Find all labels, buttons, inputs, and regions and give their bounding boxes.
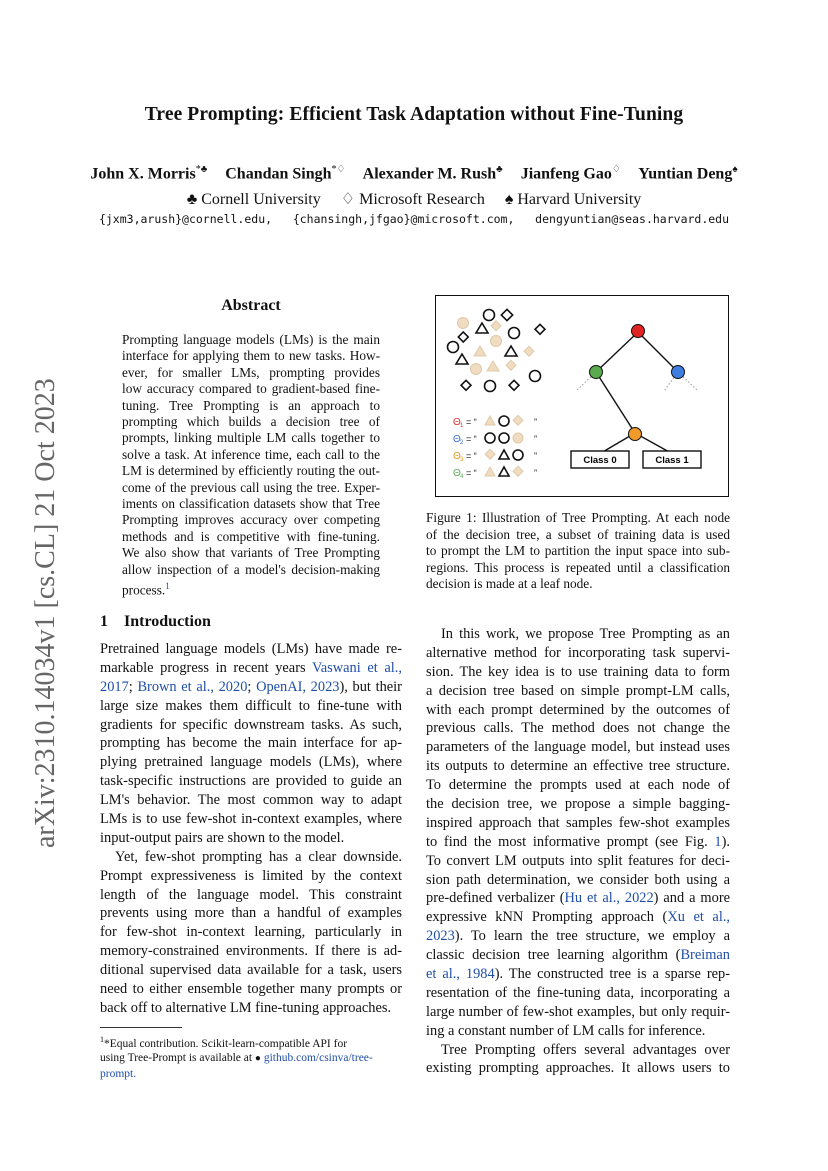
text-run: ), but their bbox=[339, 678, 402, 695]
abstract-heading: Abstract bbox=[221, 297, 281, 314]
text-line bbox=[426, 644, 730, 663]
arxiv-stamp: arXiv:2310.14034v1 [cs.CL] 21 Oct 2023 bbox=[30, 378, 61, 848]
github-icon: ● bbox=[254, 1053, 261, 1065]
citation-link[interactable]: 2023 bbox=[426, 928, 455, 945]
prompt-rows bbox=[453, 415, 537, 480]
text-line bbox=[100, 678, 402, 697]
text-run: a decision tree based on simple prompt-LM calls, bbox=[426, 682, 730, 699]
figure-caption bbox=[426, 510, 730, 593]
abstract-line: We also show that variants of Tree Prompting bbox=[122, 545, 380, 561]
footnote bbox=[100, 1033, 404, 1081]
diamond-icon bbox=[461, 380, 471, 390]
text-line bbox=[426, 795, 730, 814]
text-run: Pretrained language models (LMs) have made re- bbox=[100, 641, 402, 657]
prompt-close: ” bbox=[534, 434, 537, 444]
text-run: prevents using more than a handful of examples bbox=[100, 905, 402, 922]
citation-link[interactable]: 2017 bbox=[100, 678, 129, 695]
figure-1 bbox=[435, 295, 729, 497]
root-node bbox=[632, 325, 645, 338]
text-line bbox=[426, 833, 730, 852]
text-line bbox=[426, 625, 730, 644]
text-line bbox=[100, 867, 402, 886]
caption-line: Figure 1: Illustration of Tree Prompting. At each node bbox=[426, 510, 730, 525]
text-line bbox=[426, 871, 730, 890]
section-heading bbox=[100, 613, 211, 631]
section-number: 1 bbox=[100, 613, 108, 630]
text-line bbox=[426, 965, 730, 984]
text-line bbox=[426, 1059, 730, 1078]
triangle-icon bbox=[499, 467, 509, 476]
abstract-last-text: process. bbox=[122, 582, 166, 598]
prompt-subscript: 1 bbox=[460, 423, 464, 429]
text-run: large number of few-shot examples, but only requir- bbox=[426, 1003, 730, 1020]
diamond-icon bbox=[535, 324, 545, 334]
triangle-icon bbox=[505, 346, 517, 356]
text-run: ; bbox=[247, 678, 257, 695]
text-run: sion. The key idea is to use training data to form bbox=[426, 663, 730, 680]
triangle-icon bbox=[485, 416, 495, 425]
class-0-label: Class 0 bbox=[583, 455, 617, 466]
prompt-symbol: Θ bbox=[453, 417, 461, 428]
text-run: classic decision tree learning algorithm ( bbox=[426, 947, 681, 964]
text-line bbox=[100, 697, 402, 716]
circle-icon bbox=[484, 310, 495, 321]
text-run: expressive kNN Prompting approach ( bbox=[426, 909, 668, 926]
text-line bbox=[100, 772, 402, 791]
abstract-line: interface for applying them to new tasks. How- bbox=[122, 348, 380, 364]
circle-icon bbox=[499, 416, 509, 426]
caption-line: decision is made at a leaf node. bbox=[426, 576, 593, 592]
abstract-line: come of the previous call using the tree. Exper- bbox=[122, 479, 380, 495]
text-line bbox=[100, 810, 402, 829]
text-run: markable progress in recent years bbox=[100, 659, 312, 676]
text-run: memory-constrained environments. If there is ad- bbox=[100, 943, 402, 960]
author-mark: ♣ bbox=[496, 164, 503, 175]
text-run: ). The constructed tree is a sparse rep- bbox=[494, 966, 730, 983]
text-line bbox=[100, 659, 402, 678]
text-line bbox=[100, 716, 402, 735]
text-run: existing prompting approaches. It allows users to bbox=[426, 1060, 730, 1077]
text-line bbox=[426, 852, 730, 871]
affiliation-mark: ♣ bbox=[186, 191, 198, 208]
text-line bbox=[426, 814, 730, 833]
caption-line: regions. This process is repeated until a classification bbox=[426, 559, 730, 575]
text-line bbox=[100, 848, 402, 867]
circle-icon bbox=[485, 381, 496, 392]
text-run: ). To learn the tree structure, we employ a bbox=[454, 928, 730, 945]
circle-icon bbox=[485, 433, 495, 443]
email-list bbox=[0, 212, 828, 226]
citation-link[interactable]: 1 bbox=[714, 833, 722, 850]
triangle-icon bbox=[499, 450, 509, 459]
text-run: ; bbox=[128, 678, 138, 695]
text-run: to find the most informative prompt (see Fig. bbox=[426, 833, 715, 850]
prompt-symbol: Θ bbox=[453, 451, 461, 462]
prompt-close: ” bbox=[534, 451, 537, 461]
text-line bbox=[426, 776, 730, 795]
citation-link[interactable]: Vaswani et al., bbox=[311, 659, 403, 676]
circle-icon bbox=[509, 328, 520, 339]
diamond-icon bbox=[501, 309, 512, 320]
triangle-icon bbox=[487, 361, 499, 371]
text-line bbox=[426, 682, 730, 701]
tree-prompting-illustration bbox=[436, 296, 728, 496]
triangle-icon bbox=[474, 346, 486, 356]
affiliation-name: Microsoft Research bbox=[359, 191, 485, 208]
prompt-open: = “ bbox=[466, 451, 477, 461]
text-line bbox=[426, 719, 730, 738]
text-run: previous calls. The method does not change the bbox=[426, 720, 730, 737]
author-name: Chandan Singh bbox=[225, 165, 332, 183]
footnote-line: using Tree-Prompt is available at bbox=[100, 1052, 255, 1065]
author-mark: ♠ bbox=[732, 164, 738, 175]
diamond-icon bbox=[513, 466, 523, 476]
prompt-open: = “ bbox=[466, 468, 477, 478]
text-line bbox=[100, 640, 402, 659]
text-run: To determine the prompts used at each node of bbox=[426, 777, 730, 794]
abstract-line: prompting which builds a decision tree of bbox=[122, 414, 380, 430]
citation-link[interactable]: Brown et al., 2020 bbox=[137, 678, 248, 695]
diamond-icon bbox=[491, 321, 501, 331]
text-run: To convert LM outputs into split features for deci- bbox=[426, 852, 730, 869]
text-run: for few-shot in-context learning, particularly in bbox=[100, 924, 402, 941]
text-run: LM's behavior. The most common way to adapt bbox=[100, 792, 402, 809]
text-run: LMs is to use few-shot in-context examples, where bbox=[100, 811, 402, 828]
text-run: back off to alternative LM fine-tuning approaches. bbox=[100, 999, 392, 1016]
text-run: large size makes them difficult to fine-tune with bbox=[100, 697, 402, 714]
abstract-line: tuning. Tree Prompting is an approach to bbox=[122, 397, 380, 413]
training-data-shapes bbox=[448, 309, 545, 391]
text-run: prompting has become the main interface for ap- bbox=[100, 735, 402, 752]
diamond-icon bbox=[513, 415, 523, 425]
author-list bbox=[0, 164, 828, 183]
prompt-subscript: 3 bbox=[460, 457, 464, 463]
triangle-icon bbox=[476, 323, 488, 333]
abstract-line: Prompting improves accuracy over competing bbox=[122, 512, 380, 528]
diamond-icon bbox=[506, 360, 516, 370]
text-run: the decision tree, we propose a simple bagging- bbox=[426, 796, 730, 813]
text-run: ). bbox=[721, 833, 730, 850]
prompt-open: = “ bbox=[466, 417, 477, 427]
text-line bbox=[426, 738, 730, 757]
text-line bbox=[426, 984, 730, 1003]
diamond-icon bbox=[509, 380, 519, 390]
text-line bbox=[100, 791, 402, 810]
text-run: pre-defined verbalizer ( bbox=[426, 890, 565, 907]
text-line bbox=[426, 1003, 730, 1022]
text-line bbox=[100, 980, 402, 999]
author-name: Yuntian Deng bbox=[638, 165, 733, 183]
affiliation-mark: ♢ bbox=[340, 191, 356, 208]
author-name: Jianfeng Gao bbox=[520, 165, 612, 183]
text-line bbox=[426, 663, 730, 682]
text-run: In this work, we propose Tree Prompting as an bbox=[441, 626, 730, 642]
author-mark: ♢ bbox=[611, 164, 621, 175]
abstract-body bbox=[122, 332, 380, 599]
text-line bbox=[100, 961, 402, 980]
text-run: Yet, few-shot prompting has a clear downside. bbox=[115, 848, 402, 865]
circle-icon bbox=[499, 433, 509, 443]
circle-icon bbox=[530, 371, 541, 382]
right-column-text bbox=[426, 625, 730, 1078]
text-run: Tree Prompting offers several advantages over bbox=[441, 1041, 730, 1058]
prompt-close: ” bbox=[534, 417, 537, 427]
text-run: resentation of the fine-tuning data, incorporating a bbox=[426, 984, 730, 1001]
text-run: with each prompt determined by the outcomes of bbox=[426, 701, 730, 718]
citation-link[interactable]: Xu et al., bbox=[667, 909, 731, 926]
text-line bbox=[100, 886, 402, 905]
text-run: plying pretrained language models (LMs), where bbox=[100, 754, 402, 771]
footnote-rule bbox=[100, 1027, 182, 1028]
citation-link[interactable]: et al., 1984 bbox=[426, 966, 495, 983]
abstract-line: ever, for smaller LMs, prompting provides bbox=[122, 364, 380, 380]
abstract-line: solve a task. At inference time, each call to the bbox=[122, 446, 380, 462]
abstract-line: low accuracy compared to gradient-based fine- bbox=[122, 381, 380, 397]
circle-icon bbox=[513, 450, 523, 460]
text-line bbox=[426, 1022, 730, 1041]
abstract-line: prompts, linking multiple LM calls together to bbox=[122, 430, 380, 446]
author-name: John X. Morris bbox=[90, 165, 196, 183]
text-line bbox=[426, 757, 730, 776]
decision-tree bbox=[571, 325, 701, 469]
text-run: task-specific instructions are provided to guide an bbox=[100, 773, 402, 790]
circle-icon bbox=[471, 364, 482, 375]
circle-icon bbox=[513, 433, 523, 443]
citation-link[interactable]: Hu et al., 2022 bbox=[564, 890, 654, 907]
text-run: need to either ensemble together many prompts or bbox=[100, 981, 402, 998]
diamond-icon bbox=[524, 346, 534, 356]
inner-node bbox=[629, 428, 642, 441]
text-run: ) and a more bbox=[653, 890, 731, 907]
prompt-subscript: 2 bbox=[460, 440, 464, 446]
text-line bbox=[426, 1041, 730, 1060]
text-run: sion path determination, we consider both using a bbox=[426, 871, 730, 888]
left-node bbox=[590, 366, 603, 379]
author-name: Alexander M. Rush bbox=[362, 165, 497, 183]
footnote-mark: 1 bbox=[100, 1035, 104, 1044]
text-run: alternative method for incorporating task supervi- bbox=[426, 644, 730, 661]
repo-link[interactable]: github.com/csinva/tree- bbox=[263, 1052, 373, 1065]
prompt-symbol: Θ bbox=[453, 468, 461, 479]
text-line bbox=[100, 942, 402, 961]
email[interactable]: {chansingh,jfgao}@microsoft.com, bbox=[292, 212, 515, 226]
section-title: Introduction bbox=[124, 613, 211, 630]
text-run: ing a constant number of LM calls for inference. bbox=[426, 1022, 706, 1039]
paper-title: Tree Prompting: Efficient Task Adaptation without Fine-Tuning bbox=[144, 104, 684, 125]
text-run: Prompt expressiveness is limited by the context bbox=[100, 867, 402, 884]
prompt-open: = “ bbox=[466, 434, 477, 444]
abstract-line: iments on classification datasets show that Tree bbox=[122, 496, 380, 512]
text-line bbox=[426, 908, 730, 927]
caption-line: to prompt the LM to partition the input space into sub- bbox=[426, 543, 730, 559]
text-run: inspired approach that samples few-shot examples bbox=[426, 814, 730, 831]
citation-link[interactable]: Breiman bbox=[680, 947, 730, 964]
abstract-line: methods and is competitive with fine-tuning. bbox=[122, 528, 380, 544]
text-run: gradients for specific downstream tasks. As such, bbox=[100, 716, 402, 733]
abstract-line bbox=[122, 578, 380, 599]
diamond-icon bbox=[458, 332, 468, 342]
circle-icon bbox=[448, 342, 459, 353]
prompt-symbol: Θ bbox=[453, 434, 461, 445]
circle-icon bbox=[491, 336, 502, 347]
text-line bbox=[100, 999, 402, 1018]
author-mark: *♣ bbox=[195, 164, 208, 175]
text-run: input-output pairs are shown to the model. bbox=[100, 829, 345, 846]
author-mark: *♢ bbox=[331, 164, 346, 175]
text-run: ditional supervised data available for a task, users bbox=[100, 962, 402, 979]
text-line bbox=[100, 734, 402, 753]
text-run: length of the language model. This constraint bbox=[100, 886, 402, 903]
email[interactable]: dengyuntian@seas.harvard.edu bbox=[535, 212, 730, 226]
footnote-line: *Equal contribution. Scikit-learn-compatible API for bbox=[104, 1037, 348, 1050]
affiliation-mark: ♠ bbox=[504, 191, 514, 208]
abstract-line: LM is determined by efficiently routing the out- bbox=[122, 463, 380, 479]
footnote-ref[interactable]: 1 bbox=[165, 581, 170, 592]
prompt-row bbox=[453, 449, 537, 463]
abstract-line: Prompting language models (LMs) is the main bbox=[122, 332, 380, 347]
text-run: parameters of the language model, but instead uses bbox=[426, 739, 730, 756]
right-node bbox=[672, 366, 685, 379]
text-line bbox=[100, 753, 402, 772]
repo-link-continued[interactable]: prompt. bbox=[100, 1067, 137, 1080]
text-line bbox=[426, 927, 730, 946]
affiliation-list bbox=[0, 189, 828, 209]
citation-link[interactable]: OpenAI, 2023 bbox=[256, 678, 340, 695]
text-line bbox=[100, 829, 402, 848]
abstract-line: allow inspection of a model's decision-making bbox=[122, 561, 380, 577]
circle-icon bbox=[458, 318, 469, 329]
text-line bbox=[426, 946, 730, 965]
class-1-label: Class 1 bbox=[655, 455, 689, 466]
text-line bbox=[100, 923, 402, 942]
prompt-row bbox=[453, 433, 537, 446]
text-line bbox=[426, 701, 730, 720]
text-line bbox=[426, 889, 730, 908]
email[interactable]: {jxm3,arush}@cornell.edu, bbox=[98, 212, 273, 226]
prompt-close: ” bbox=[534, 468, 537, 478]
left-column-text bbox=[100, 640, 402, 1018]
prompt-subscript: 4 bbox=[460, 474, 464, 480]
caption-line: of the decision tree, a subset of training data is used bbox=[426, 526, 730, 542]
prompt-row bbox=[453, 415, 537, 429]
prompt-row bbox=[453, 466, 537, 480]
text-line bbox=[100, 904, 402, 923]
text-run: its outputs to determine an effective tree structure. bbox=[426, 758, 730, 775]
triangle-icon bbox=[485, 467, 495, 476]
affiliation-name: Harvard University bbox=[517, 191, 642, 208]
diamond-icon bbox=[485, 449, 495, 459]
affiliation-name: Cornell University bbox=[201, 191, 321, 208]
triangle-icon bbox=[456, 354, 468, 364]
